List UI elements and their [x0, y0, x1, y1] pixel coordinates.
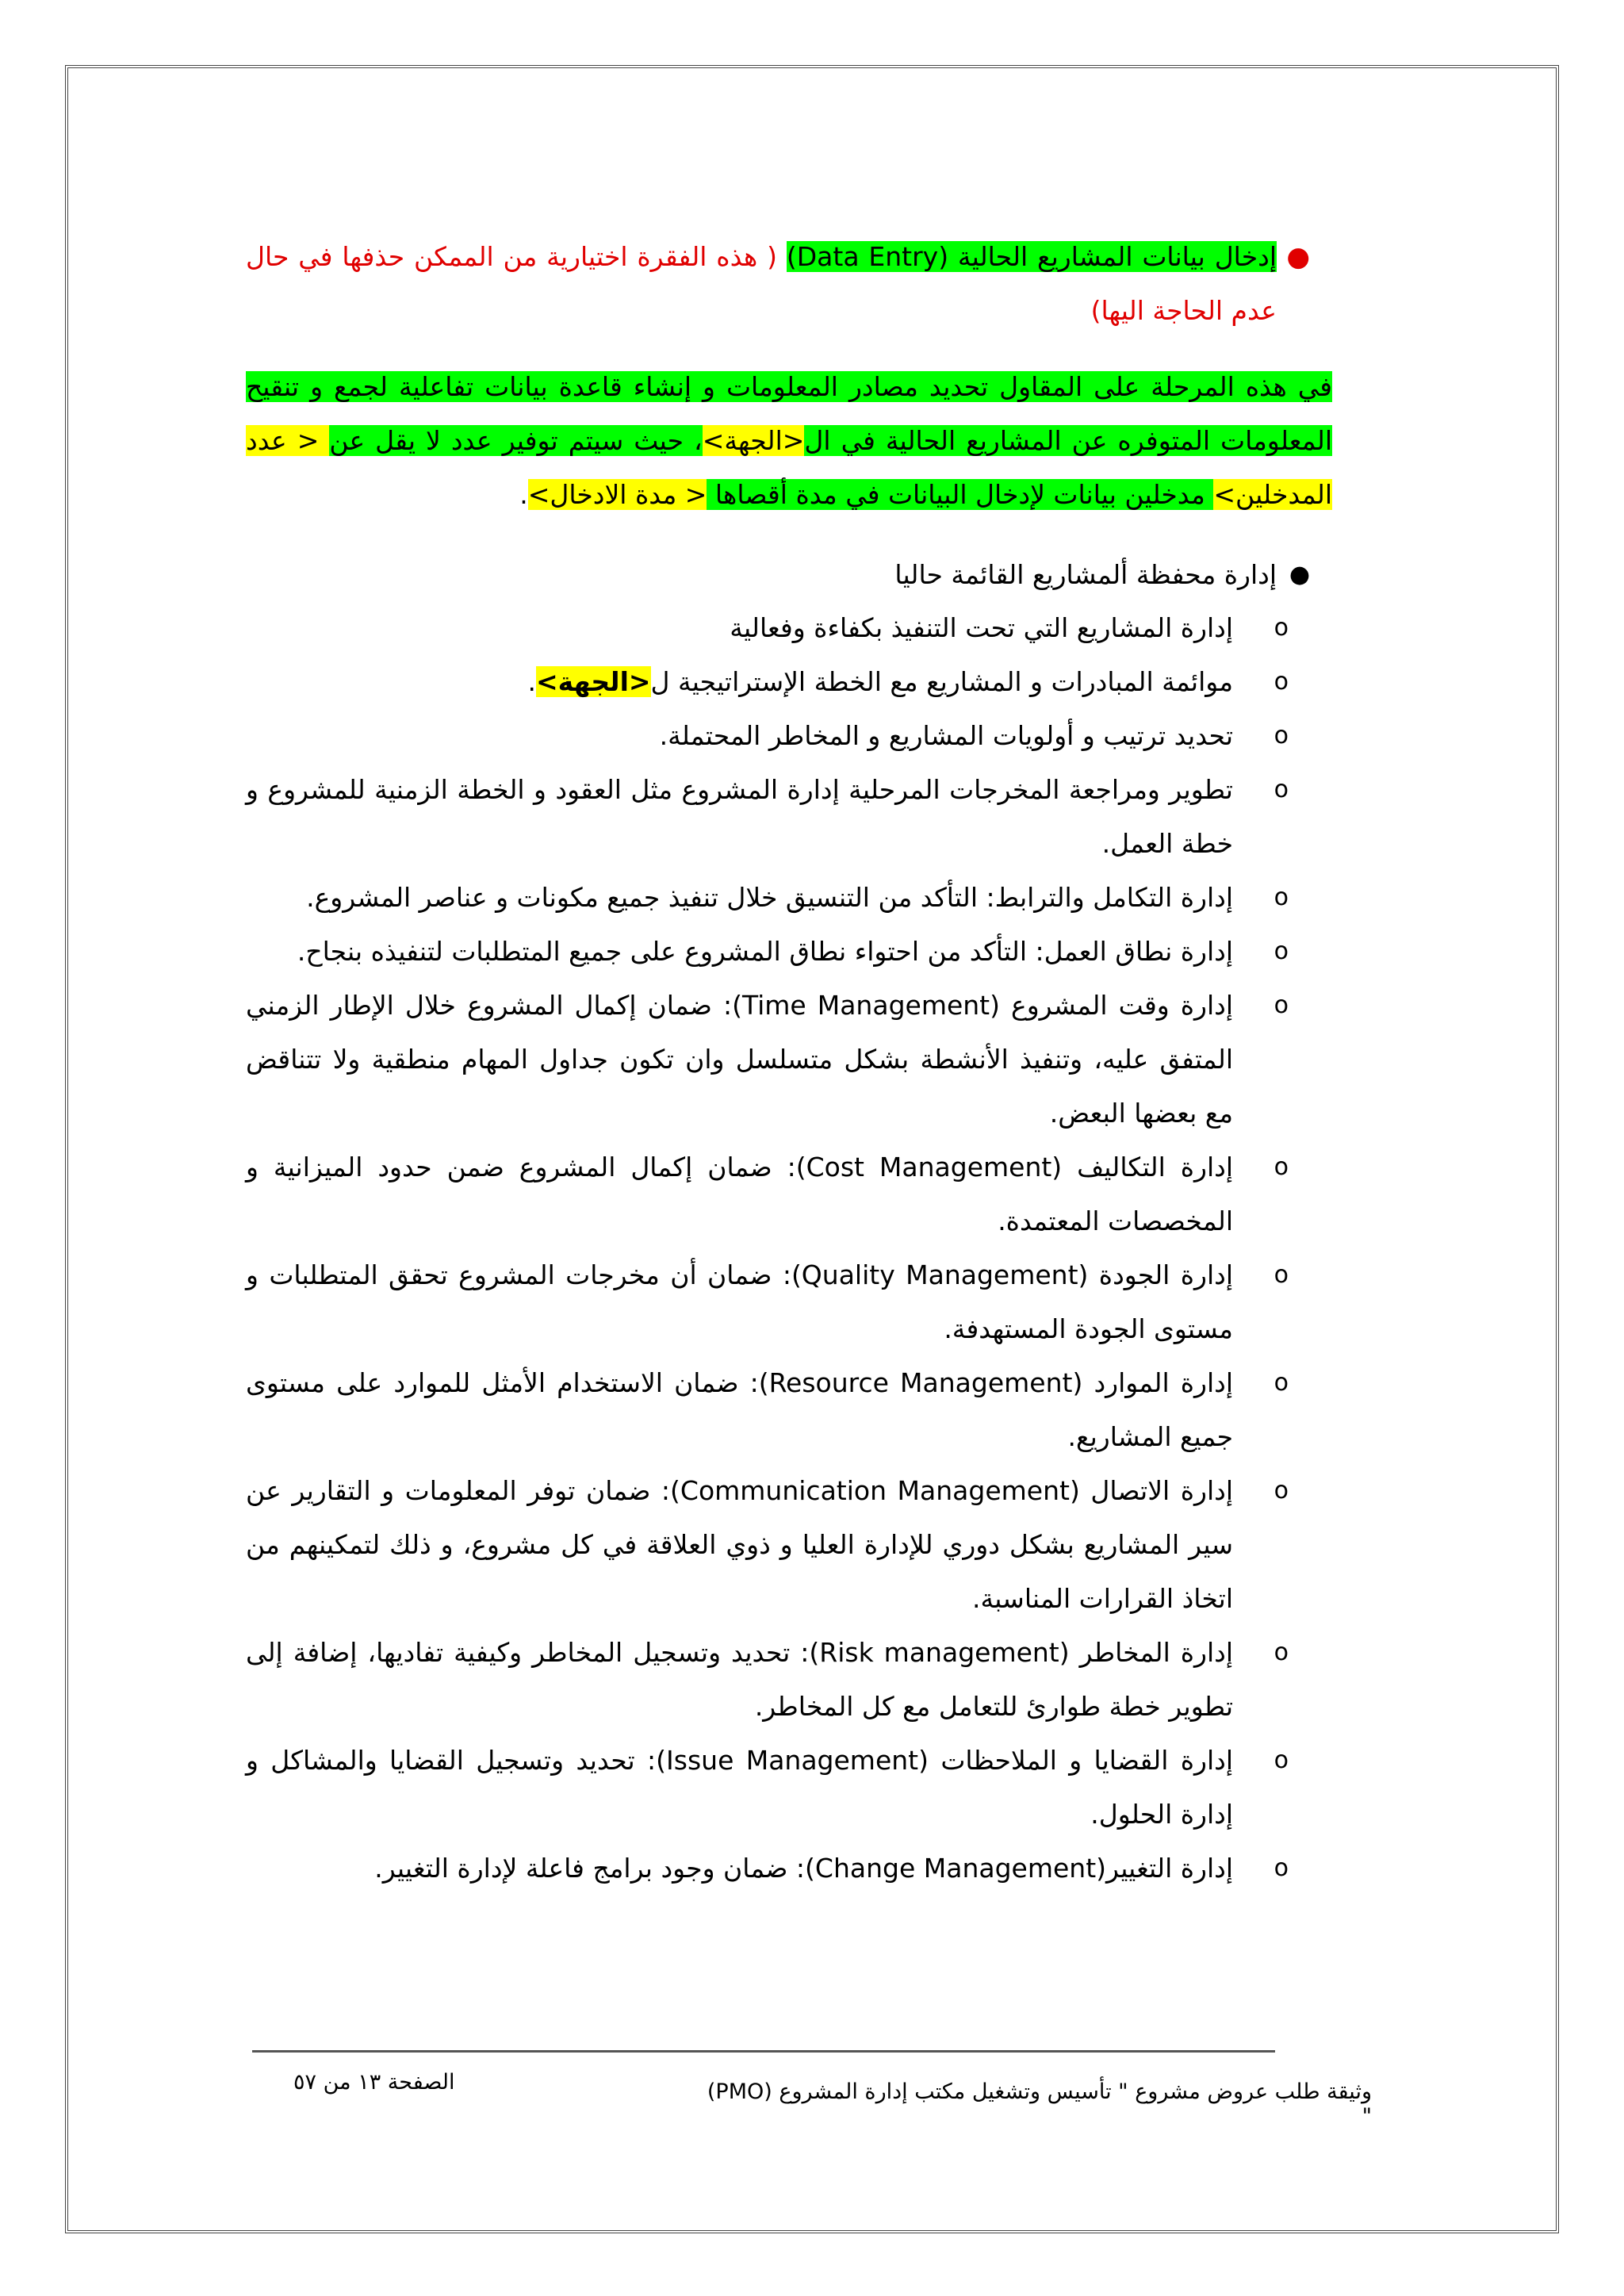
- portfolio-list: [246, 601, 1332, 1895]
- item-label-en: (Issue Management): [656, 1745, 929, 1776]
- item-text: : ضمان إكمال المشروع ضمن حدود الميزانية و المخصصات المعتمدة.: [246, 1152, 1233, 1236]
- circle-bullet-icon: o: [1274, 776, 1289, 803]
- item-text: إدارة التكامل والترابط: التأكد من التنسيق خلال تنفيذ جميع مكونات و عناصر المشروع.: [306, 882, 1233, 913]
- section-title-highlight: [787, 241, 1277, 272]
- placeholder-duration: < مدة الادخال>: [527, 479, 707, 510]
- circle-bullet-icon: o: [1274, 884, 1289, 911]
- section-title-en: (Data Entry): [786, 241, 949, 272]
- page-number: الصفحة ١٣ من ٥٧: [293, 2070, 455, 2095]
- item-text: : ضمان الاستخدام الأمثل للموارد على مستوى جميع المشاريع.: [246, 1367, 1233, 1452]
- placeholder-entrants: < عدد المدخلين>: [246, 425, 1332, 510]
- placeholder-entity: <الجهة>: [535, 666, 651, 697]
- item-text: : تحديد وتسجيل القضايا والمشاكل و إدارة الحلول.: [246, 1745, 1233, 1830]
- item-label: إدارة القضايا و الملاحظات: [929, 1745, 1233, 1776]
- circle-bullet-icon: o: [1274, 668, 1289, 696]
- item-label-en: (Communication Management): [670, 1475, 1080, 1506]
- section-title: إدخال بيانات المشاريع الحالية: [957, 241, 1277, 272]
- list-item: [246, 925, 1289, 979]
- list-item: [246, 709, 1289, 763]
- item-label: إدارة التكاليف: [1062, 1152, 1233, 1182]
- list-item: [246, 1626, 1289, 1734]
- circle-bullet-icon: o: [1274, 1639, 1289, 1666]
- item-label-en: (Change Management): [805, 1853, 1107, 1884]
- item-label: إدارة الموارد: [1082, 1367, 1233, 1398]
- item-text: : ضمان وجود برامج فاعلة لإدارة التغيير.: [374, 1853, 806, 1884]
- document-body: [246, 230, 1332, 1895]
- paragraph-part1: في هذه المرحلة على المقاول تحديد مصادر المعلومات و إنشاء قاعدة بيانات تفاعلية لجمع و تنقيح المعلومات المتوفره عن المشاريع الحالية في ال: [246, 371, 1332, 456]
- item-end: .: [527, 666, 536, 697]
- item-text: إدارة المشاريع التي تحت التنفيذ بكفاءة وفعالية: [730, 612, 1233, 643]
- circle-bullet-icon: o: [1274, 1261, 1289, 1289]
- item-label: إدارة التغيير: [1106, 1853, 1233, 1884]
- item-text: : ضمان أن مخرجات المشروع تحقق المتطلبات و مستوى الجودة المستهدفة.: [246, 1259, 1233, 1344]
- circle-bullet-icon: o: [1274, 1746, 1289, 1774]
- list-item: [246, 979, 1289, 1140]
- item-text: تطوير ومراجعة المخرجات المرحلية إدارة المشروع مثل العقود و الخطة الزمنية للمشروع و خطة العمل.: [246, 774, 1233, 859]
- item-text: : ضمان توفر المعلومات و التقارير عن سير المشاريع بشكل دوري للإدارة العليا و ذوي العلاقة في كل مشروع، و ذلك لتمكينهم من اتخاذ القرارات المناسبة.: [246, 1475, 1233, 1614]
- item-label-en: (Quality Management): [791, 1259, 1089, 1290]
- item-text: : تحديد وتسجيل المخاطر وكيفية تفاديها، إضافة إلى تطوير خطة طوارئ للتعامل مع كل المخاطر.: [246, 1637, 1233, 1722]
- paragraph-part3: مدخلين بيانات لإدخال البيانات في مدة أقصاها: [707, 479, 1214, 510]
- list-item: [246, 1734, 1289, 1842]
- document-title: وثيقة طلب عروض مشروع " تأسيس وتشغيل مكتب إدارة المشروع (PMO) ": [707, 2079, 1372, 2129]
- item-label-en: (Time Management): [732, 990, 1000, 1021]
- list-item: [246, 655, 1289, 709]
- list-item: [246, 1842, 1289, 1895]
- list-item: [246, 871, 1289, 925]
- footer-divider: [252, 2050, 1275, 2053]
- list-item: [246, 1140, 1289, 1248]
- circle-bullet-icon: o: [1274, 991, 1289, 1019]
- list-item: [246, 1356, 1289, 1464]
- item-text: : ضمان إكمال المشروع خلال الإطار الزمني المتفق عليه، وتنفيذ الأنشطة بشكل متسلسل وان تكون جداول المهام منطقية ولا تتناقض مع بعضها البعض.: [246, 990, 1233, 1129]
- data-entry-paragraph: [246, 360, 1332, 522]
- item-label-en: (Cost Management): [795, 1152, 1063, 1182]
- item-label: إدارة الجودة: [1088, 1259, 1233, 1290]
- item-text: إدارة نطاق العمل: التأكد من احتواء نطاق المشروع على جميع المتطلبات لتنفيذه بنجاح.: [297, 936, 1233, 967]
- item-text: تحديد ترتيب و أولويات المشاريع و المخاطر المحتملة.: [659, 720, 1233, 751]
- list-item: [246, 1248, 1289, 1356]
- item-label: إدارة الاتصال: [1079, 1475, 1234, 1506]
- bullet-icon: ●: [1289, 561, 1310, 588]
- item-label: إدارة وقت المشروع: [1000, 990, 1234, 1021]
- section2-title: إدارة محفظة ألمشاريع القائمة حاليا: [894, 559, 1277, 590]
- circle-bullet-icon: o: [1274, 1477, 1289, 1504]
- optional-note: ( هذه الفقرة اختيارية من الممكن حذفها في حال عدم الحاجة اليها): [246, 241, 1277, 326]
- list-item: [246, 1464, 1289, 1626]
- list-item: [246, 763, 1289, 871]
- paragraph-end: .: [519, 479, 528, 510]
- placeholder-entity: <الجهة>: [702, 425, 805, 456]
- circle-bullet-icon: o: [1274, 614, 1289, 642]
- paragraph-part2: ، حيث سيتم توفير عدد لا يقل عن: [329, 425, 703, 456]
- circle-bullet-icon: o: [1274, 1153, 1289, 1181]
- section-data-entry: [246, 230, 1332, 338]
- section-portfolio: [246, 549, 1332, 601]
- item-label-en: (Resource Management): [758, 1367, 1083, 1398]
- item-label-en: (Risk management): [809, 1637, 1070, 1668]
- circle-bullet-icon: o: [1274, 1369, 1289, 1397]
- circle-bullet-icon: o: [1274, 1854, 1289, 1882]
- item-label: إدارة المخاطر: [1069, 1637, 1233, 1668]
- list-item: [246, 601, 1289, 655]
- item-text: موائمة المبادرات و المشاريع مع الخطة الإستراتيجية ل: [650, 666, 1233, 697]
- bullet-icon: ●: [1286, 241, 1310, 273]
- circle-bullet-icon: o: [1274, 937, 1289, 965]
- circle-bullet-icon: o: [1274, 722, 1289, 749]
